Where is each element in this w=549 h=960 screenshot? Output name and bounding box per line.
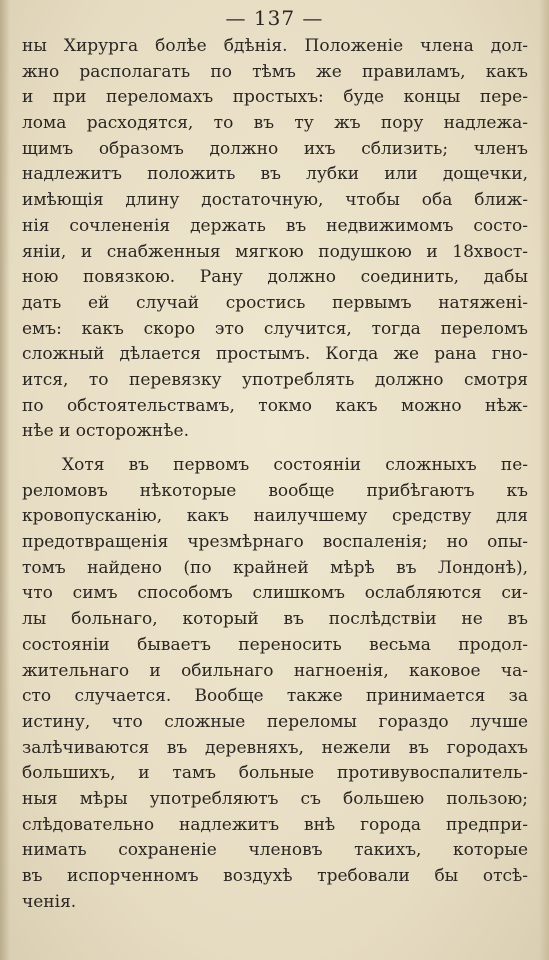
- body-text: [22, 34, 528, 915]
- text-line: слѣдовательно надлежитъ внѣ города предпри-: [22, 814, 528, 835]
- text-line: жительнаго и обильнаго нагноенія, каковое ча-: [22, 660, 528, 681]
- text-line: Хотя въ первомъ состояніи сложныхъ пе-: [62, 455, 528, 475]
- text-line: емъ: какъ скоро это случится, тогда переломъ: [22, 318, 528, 339]
- page-number: — 137 —: [225, 6, 324, 30]
- text-line: имѣющія длину достаточную, чтобы оба ближ-: [22, 190, 528, 211]
- page-left-edge: [0, 0, 10, 960]
- text-line: надлежитъ положить въ лубки или дощечки,: [22, 164, 528, 185]
- page-right-edge: [539, 0, 549, 960]
- text-line: ныя мѣры употребляютъ съ большею пользою;: [22, 788, 528, 809]
- text-line: истину, что сложные переломы гораздо лучше: [22, 711, 528, 732]
- text-line: и при переломахъ простыхъ: буде концы пере-: [22, 87, 528, 108]
- paragraph-2: [22, 453, 528, 915]
- text-line: что симъ способомъ слишкомъ ослабляются си-: [22, 583, 528, 604]
- text-line: нимать сохраненіе членовъ такихъ, которые: [22, 840, 528, 861]
- text-line: нѣе и осторожнѣе.: [22, 421, 189, 442]
- text-line: жно располагать по тѣмъ же правиламъ, какъ: [22, 61, 528, 82]
- text-line: реломовъ нѣкоторые вообще прибѣгаютъ къ: [22, 480, 528, 501]
- text-line: ны Хирурга болѣе бдѣнія. Положеніе члена дол-: [22, 36, 528, 56]
- text-line: нія сочлененія держать въ недвижимомъ состо-: [22, 215, 528, 236]
- text-line: залѣчиваются въ деревняхъ, нежели въ городахъ: [22, 737, 528, 758]
- text-line: яніи, и снабженныя мягкою подушкою и 18хвост-: [22, 241, 528, 262]
- text-line: кровопусканію, какъ наилучшему средству для: [22, 506, 528, 527]
- text-line: сто случается. Вообще также принимается за: [22, 686, 528, 707]
- text-line: щимъ образомъ должно ихъ сблизить; членъ: [22, 138, 528, 159]
- text-line: дать ей случай сростись первымъ натяжені-: [22, 292, 528, 313]
- text-line: состояніи бываетъ переносить весьма продол-: [22, 634, 528, 655]
- text-line: ится, то перевязку употреблять должно смотря: [22, 369, 528, 390]
- text-line: ченія.: [22, 891, 77, 912]
- text-line: въ испорченномъ воздухѣ требовали бы отсѣ-: [22, 866, 528, 886]
- paragraph-gap: [22, 445, 528, 453]
- text-line: лома расходятся, то въ ту жъ пору надлежа-: [22, 113, 528, 134]
- text-line: предотвращенія чрезмѣрнаго воспаленія; но опы-: [22, 532, 528, 553]
- text-line: лы больнаго, который въ послѣдствіи не въ: [22, 609, 528, 630]
- text-line: по обстоятельствамъ, токмо какъ можно нѣж-: [22, 395, 528, 416]
- text-line: ною повязкою. Рану должно соединить, дабы: [22, 267, 528, 288]
- text-line: томъ найдено (по крайней мѣрѣ въ Лондонѣ),: [22, 557, 528, 578]
- paragraph-1: [22, 34, 528, 445]
- text-line: большихъ, и тамъ больные противувоспалитель-: [22, 763, 528, 784]
- text-line: сложный дѣлается простымъ. Когда же рана гно-: [22, 344, 528, 365]
